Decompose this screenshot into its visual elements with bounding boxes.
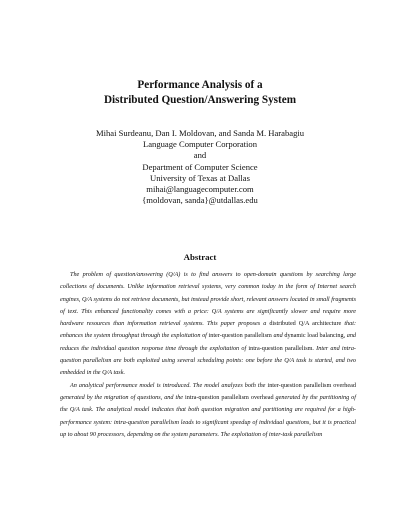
p1-term-intra-question-parallelism: intra-question parallelism bbox=[248, 344, 313, 352]
email-1: mihai@languagecomputer.com bbox=[146, 184, 254, 195]
title-line-2: Distributed Question/Answering System bbox=[103, 93, 297, 106]
affiliation-2-department: Department of Computer Science bbox=[142, 161, 258, 172]
affiliation-1: Language Computer Corporation bbox=[142, 139, 258, 150]
p1-term-dynamic-load-balancing: dynamic load balancing bbox=[284, 332, 344, 340]
abstract-paragraph-1 bbox=[60, 269, 356, 380]
abstract-paragraph-2 bbox=[60, 380, 356, 441]
p1-term-distributed-architecture: distributed Q/A architecture bbox=[269, 320, 342, 328]
paper-title bbox=[0, 78, 400, 107]
abstract-heading: Abstract bbox=[183, 252, 217, 262]
p2-text-a: An analytical performance model is introduced. The model analyzes both the bbox=[70, 381, 268, 389]
title-line-1: Performance Analysis of a bbox=[137, 79, 263, 91]
p1-text-i: . Inter and intra-question parallelism are both exploited using several scheduling points: one before the Q/A task is started, and two embedded in the Q/A task. bbox=[60, 344, 356, 377]
p1-text-a: The problem of question/answering (Q/A) is to find answers to open-domain questions by searching large collections of documents. Unlike information retrieval systems, very common today in the form of Internet search engines, Q/A systems do not retrieve documents, but instead provide short, relevant answers located in small fragments of text. This enhanced functionality comes with a price: Q/A systems are significantly slower and require more hardware resources than information retrieval systems. This paper proposes a bbox=[60, 271, 356, 328]
p1-term-inter-question-parallelism: inter-question parallelism bbox=[208, 332, 272, 340]
p1-text-e: and bbox=[271, 332, 285, 340]
p2-term-intra-question-overhead: intra-question parallelism overhead bbox=[185, 393, 274, 401]
affiliation-conjunction: and bbox=[193, 150, 207, 161]
p1-text-c: that: enhances the system throughput through the exploitation of bbox=[60, 320, 357, 340]
abstract-body bbox=[60, 269, 356, 441]
author-block bbox=[0, 128, 400, 206]
p2-text-c: generated by the migration of questions, and the bbox=[60, 393, 186, 401]
email-2: {moldovan, sanda}@utdallas.edu bbox=[142, 195, 258, 206]
p2-text-e: generated by the partitioning of the Q/A task. The analytical model indicates that both question migration and partitioning are required for a high-performance system: intra-question parallelism leads to significant speedup of individual questions, but it is practical up to about 90 processors, depending on the system parameters. The exploitation of inter-task parallelism bbox=[60, 393, 356, 438]
affiliation-2-university: University of Texas at Dallas bbox=[150, 172, 250, 183]
p2-term-inter-question-overhead: inter-question parallelism overhead bbox=[267, 381, 356, 389]
author-names: Mihai Surdeanu, Dan I. Moldovan, and Sanda M. Harabagiu bbox=[95, 128, 305, 138]
p1-text-g: , and reduces the individual question response time through the exploitation of bbox=[60, 332, 357, 352]
